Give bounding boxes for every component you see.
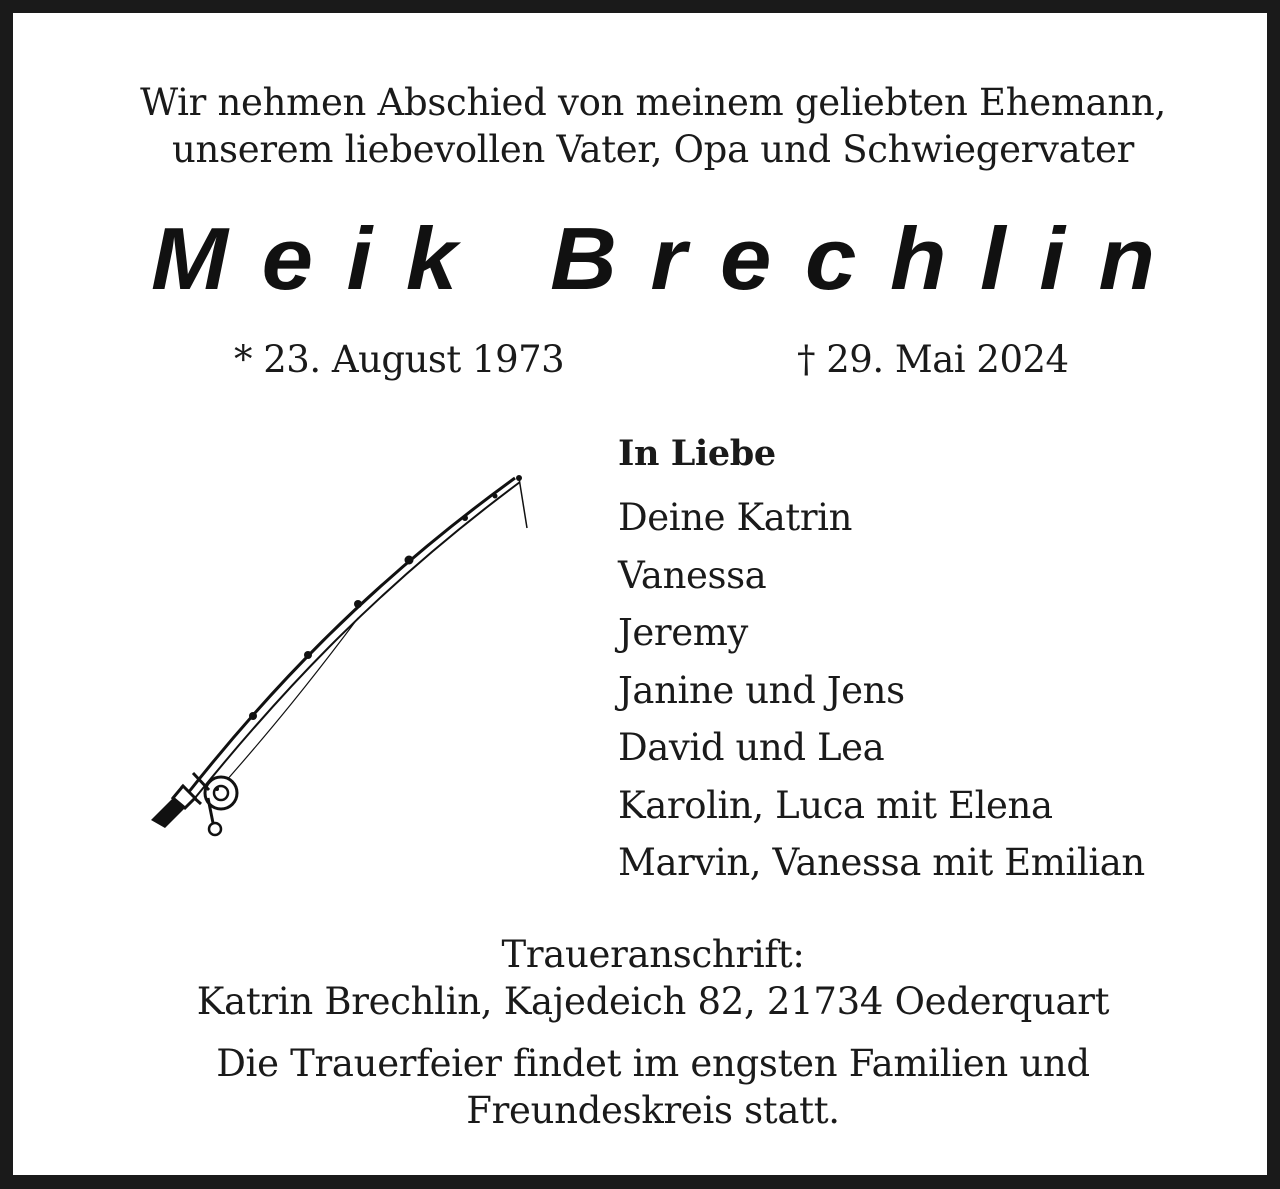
mourner-item: Marvin, Vanessa mit Emilian — [618, 841, 1145, 884]
mourner-item: Deine Katrin — [618, 496, 853, 539]
mourner-item: Jeremy — [618, 611, 748, 654]
funeral-notice — [13, 1040, 1280, 1134]
mourning-address — [13, 931, 1280, 1025]
mourner-item: Karolin, Luca mit Elena — [618, 783, 1053, 827]
funeral-line-1: Die Trauerfeier findet im engsten Familien und — [216, 1042, 1090, 1085]
fishing-rod-icon — [143, 468, 543, 843]
death-date: † 29. Mai 2024 — [797, 338, 1069, 381]
mourner-item: Janine und Jens — [618, 668, 905, 712]
deceased-name: Meik Brechlin — [151, 209, 1189, 308]
intro-text — [13, 79, 1280, 173]
mourners-heading: In Liebe — [618, 433, 776, 474]
mourners-list — [618, 429, 1145, 892]
funeral-line-2: Freundeskreis statt. — [466, 1089, 840, 1132]
mourner-item: Vanessa — [618, 553, 767, 597]
birth-date: * 23. August 1973 — [234, 338, 565, 381]
address-label: Traueranschrift: — [501, 933, 805, 976]
intro-line-2: unserem liebevollen Vater, Opa und Schwiegervater — [172, 128, 1134, 171]
intro-line-1: Wir nehmen Abschied von meinem geliebten Ehemann, — [140, 81, 1166, 124]
mourner-item: David und Lea — [618, 726, 885, 769]
address-line: Katrin Brechlin, Kajedeich 82, 21734 Oederquart — [196, 980, 1110, 1023]
